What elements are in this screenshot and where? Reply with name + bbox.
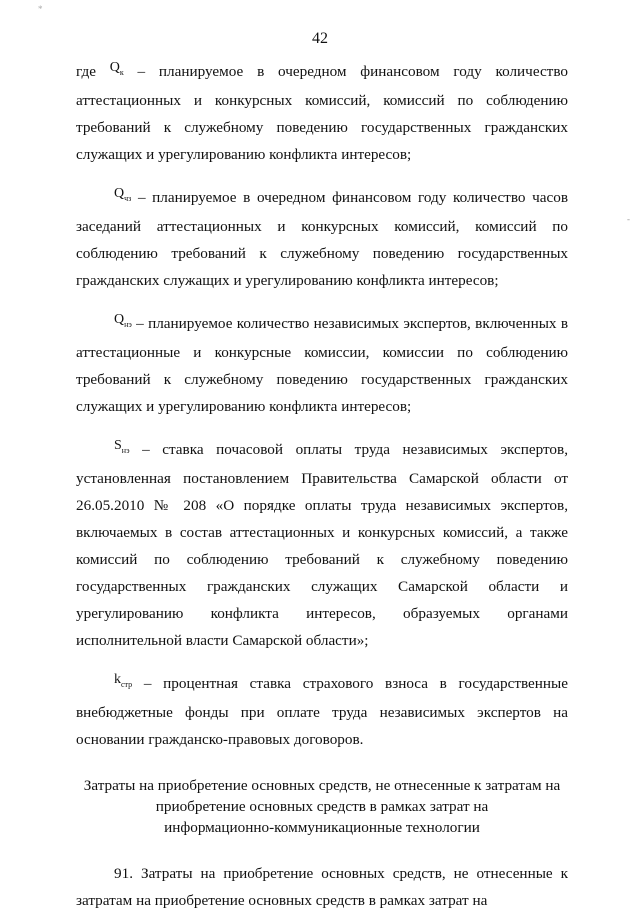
paragraph-spacer xyxy=(76,294,568,310)
definition-lead: где xyxy=(76,63,110,80)
paragraph-spacer xyxy=(76,420,568,436)
definition-text: – планируемое в очередном финансовом году количество часов заседаний аттестационных и конкурсных комиссий, комиссий по соблюдению требований к служебному поведению государственных гражданских служащих и урегулированию конфликта интересов; xyxy=(76,189,568,289)
paragraph-spacer xyxy=(76,654,568,670)
variable-symbol: $k_{стр}$ xyxy=(114,672,133,689)
variable-subscript: к xyxy=(119,68,124,77)
scan-edge-mark: - xyxy=(627,214,630,224)
variable-symbol: $Q_{нэ}$ xyxy=(114,312,132,329)
section-heading xyxy=(76,775,568,838)
page-number: 42 xyxy=(312,30,328,47)
definition-text: – планируемое в очередном финансовом году количество аттестационных и конкурсных комиссий, комиссий по соблюдению требований к служебному поведению государственных гражданских служащих и урегулированию конфликта интересов; xyxy=(76,63,568,163)
section-spacer xyxy=(76,753,568,775)
definition-sne xyxy=(76,436,568,654)
variable-subscript: стр xyxy=(121,680,133,689)
section-heading-line: приобретение основных средств в рамках затрат на xyxy=(155,798,489,815)
definition-kstr xyxy=(76,670,568,753)
definition-text: – процентная ставка страхового взноса в государственные внебюджетные фонды при оплате труда независимых экспертов на основании гражданско-правовых договоров. xyxy=(76,675,568,748)
variable-subscript: нэ xyxy=(121,446,130,455)
document-body xyxy=(76,58,568,914)
variable-symbol: $S_{нэ}$ xyxy=(114,438,130,455)
section-heading-line: Затраты на приобретение основных средств, не отнесенные к затратам на xyxy=(83,777,561,794)
definition-text: – ставка почасовой оплаты труда независимых экспертов, установленная постановлением Правительства Самарской области от 26.05.2010 № 208 «О порядке оплаты труда независимых экспертов, включаемых в состав аттестационных и конкурсных комиссий, а также комиссий по соблюдению требований к служебному поведению государственных гражданских служащих Самарской области и урегулированию конфликта интересов, образуемых органами исполнительной власти Самарской области»; xyxy=(76,441,568,649)
section-spacer xyxy=(76,838,568,860)
paragraph-spacer xyxy=(76,168,568,184)
definition-text: – планируемое количество независимых экспертов, включенных в аттестационные и конкурсные комиссии, комиссии по соблюдению требований к служебному поведению государственных гражданских служащих и урегулированию конфликта интересов; xyxy=(76,315,568,415)
definition-qchz xyxy=(76,184,568,294)
variable-symbol: $Q_{чз}$ xyxy=(114,186,132,203)
variable-subscript: нэ xyxy=(124,320,132,329)
section-heading-line: информационно-коммуникационные технологии xyxy=(164,819,480,836)
definition-qk xyxy=(76,58,568,168)
variable-subscript: чз xyxy=(124,194,132,203)
paragraph-91: 91. Затраты на приобретение основных средств, не отнесенные к затратам на приобретение основных средств в рамках затрат на xyxy=(76,865,568,909)
variable-symbol: $Q_к$ xyxy=(109,60,124,77)
scan-mark: * xyxy=(38,4,43,14)
definition-qne xyxy=(76,310,568,420)
